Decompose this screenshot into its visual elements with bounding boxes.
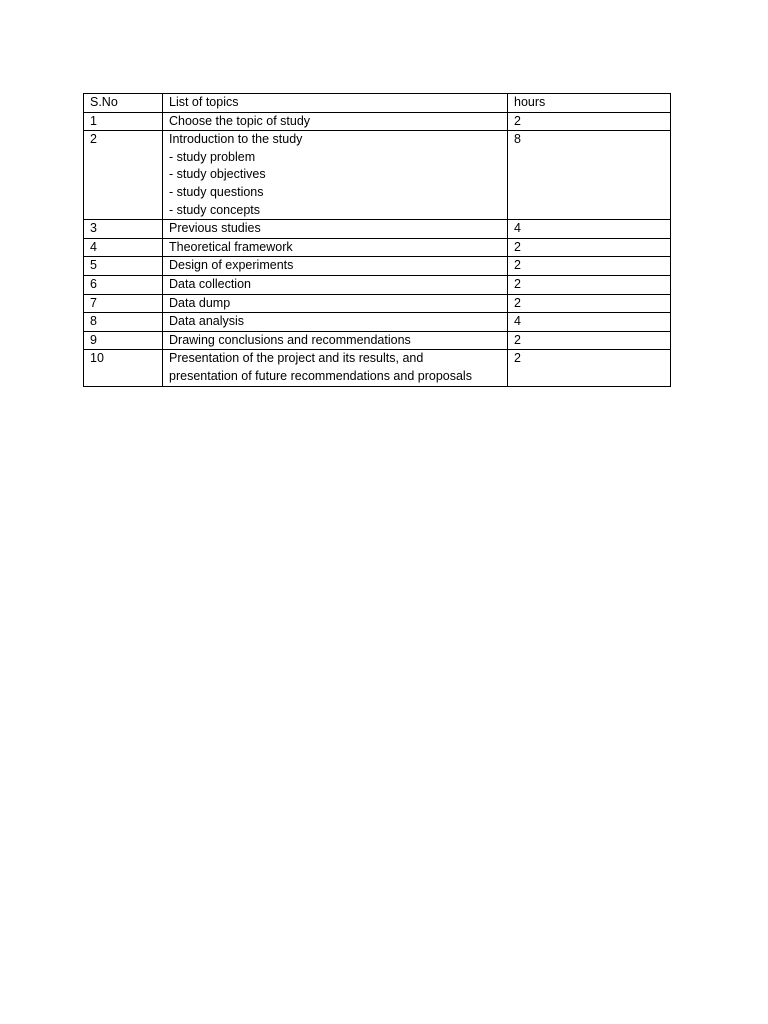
cell-hours: 2 [508,238,671,257]
cell-hours: 2 [508,112,671,131]
table-row [84,331,671,350]
cell-sno: 5 [84,257,163,276]
table-header-row [84,94,671,113]
cell-sno: 10 [84,350,163,386]
cell-hours: 2 [508,294,671,313]
cell-sno: 6 [84,275,163,294]
topic-line: Presentation of the project and its results, and [169,351,424,366]
cell-hours: 2 [508,331,671,350]
cell-sno: 2 [84,131,163,220]
topics-table [83,93,671,387]
cell-topic [163,220,508,239]
table-row [84,313,671,332]
table-row [84,294,671,313]
topic-line: Data dump [169,295,231,310]
cell-hours: 4 [508,220,671,239]
topic-line: Choose the topic of study [169,113,311,128]
topic-subitem: - study problem [169,149,256,164]
cell-hours: 4 [508,313,671,332]
cell-hours: 2 [508,275,671,294]
cell-topic [163,112,508,131]
cell-topic [163,331,508,350]
header-topic: List of topics [163,94,508,113]
cell-topic [163,275,508,294]
topic-line: presentation of future recommendations and proposals [169,368,472,383]
cell-topic [163,313,508,332]
topic-line: Data analysis [169,314,245,329]
topic-subitem: - study concepts [169,202,261,217]
table-row [84,275,671,294]
topic-line: Introduction to the study [169,132,303,147]
cell-topic [163,294,508,313]
topic-subitem: - study questions [169,184,264,199]
table-row [84,257,671,276]
cell-sno: 4 [84,238,163,257]
topic-line: Drawing conclusions and recommendations [169,332,411,347]
table-row [84,220,671,239]
cell-hours: 8 [508,131,671,220]
topic-line: Design of experiments [169,258,294,273]
table-row [84,350,671,386]
topic-line: Theoretical framework [169,239,293,254]
table-row [84,112,671,131]
header-sno: S.No [84,94,163,113]
topic-subitem: - study objectives [169,167,266,182]
table-row [84,238,671,257]
topic-line: Previous studies [169,221,261,236]
topic-line: Data collection [169,276,251,291]
cell-topic [163,350,508,386]
cell-hours: 2 [508,350,671,386]
header-hours: hours [508,94,671,113]
cell-sno: 1 [84,112,163,131]
cell-topic [163,257,508,276]
cell-hours: 2 [508,257,671,276]
cell-topic [163,238,508,257]
cell-sno: 9 [84,331,163,350]
cell-sno: 8 [84,313,163,332]
cell-sno: 3 [84,220,163,239]
cell-sno: 7 [84,294,163,313]
table-row [84,131,671,220]
cell-topic [163,131,508,220]
